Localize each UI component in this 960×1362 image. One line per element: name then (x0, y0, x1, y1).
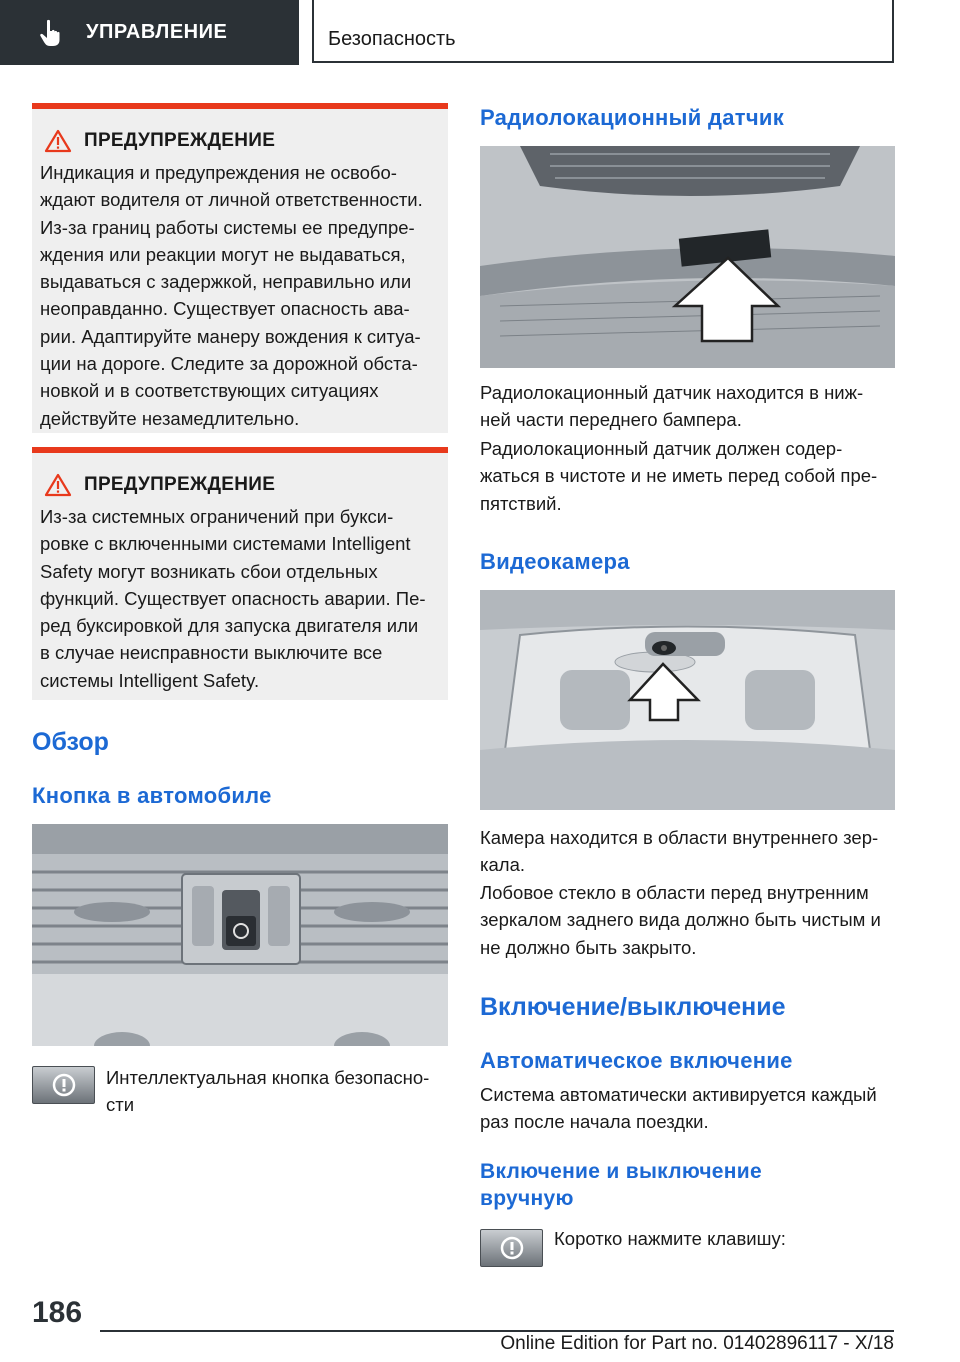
button-caption: Интеллектуальная кнопка безопасно- сти (106, 1067, 430, 1116)
radar-text-2: Радиолокационный датчик должен содер- жаться в чистоте и не иметь перед собой пре- пятствий. (480, 438, 878, 514)
onoff-heading: Включение/выключение (480, 993, 786, 1021)
hand-pointer-icon (38, 19, 64, 47)
breadcrumb-text: Безопасность (328, 28, 456, 50)
dashboard-button-photo (32, 824, 448, 1046)
breadcrumb (312, 0, 894, 63)
warning-title: ПРЕДУПРЕЖДЕНИЕ (84, 130, 276, 151)
warning-box-1 (32, 103, 448, 433)
manual-heading: Включение и выключение вручную (480, 1160, 762, 1210)
camera-text-1: Камера находится в области внутреннего зер- кала. (480, 827, 879, 876)
button-heading: Кнопка в автомобиле (32, 783, 272, 808)
section-label: УПРАВЛЕНИЕ (86, 21, 228, 43)
radar-sensor-photo (480, 146, 895, 368)
camera-text-2: Лобовое стекло в области перед внутренним зеркалом заднего вида должно быть чистым и не должно быть закрыто. (480, 882, 881, 958)
safety-button-icon-2 (480, 1229, 543, 1267)
footer-edition: Online Edition for Part no. 01402896117 - X/18 (500, 1333, 894, 1354)
auto-text: Система автоматически активируется каждый раз после начала поездки. (480, 1084, 877, 1133)
camera-heading: Видеокамера (480, 549, 630, 574)
section-tab (0, 0, 299, 65)
warning-box-2 (32, 447, 448, 700)
overview-heading: Обзор (32, 728, 109, 756)
warning-triangle-icon (44, 473, 72, 497)
warning-title: ПРЕДУПРЕЖДЕНИЕ (84, 474, 276, 495)
camera-photo (480, 590, 895, 810)
manual-text: Коротко нажмите клавишу: (554, 1228, 786, 1249)
page-number: 186 (32, 1296, 83, 1329)
radar-text-1: Радиолокационный датчик находится в ниж- ней части переднего бампера. (480, 382, 864, 431)
warning-text: Индикация и предупреждения не освобо- ждают водителя от личной ответственности. Из-за границ работы системы ее предупре- ждения или реакции могут не выдаваться, выдаваться с задержкой, неправильно или неоправданно. Существует опасность ава- рии. Адаптируйте манеру вождения к ситуа- ции на дороге. Следите за дорожной обста- новкой и в соответствующих ситуациях действуйте незамедлительно. (40, 162, 423, 429)
footer-divider (100, 1330, 894, 1332)
warning-text: Из-за системных ограничений при букси- ровке с включенными системами Intelligent Safety могут возникать сбои отдельных функций. Существует опасность аварии. Пе- ред буксировкой для запуска двигателя или в случае неисправности выключите все системы Intelligent Safety. (40, 506, 426, 691)
warning-triangle-icon (44, 129, 72, 153)
auto-heading: Автоматическое включение (480, 1048, 793, 1073)
radar-heading: Радиолокационный датчик (480, 105, 785, 130)
safety-button-icon (32, 1066, 95, 1104)
